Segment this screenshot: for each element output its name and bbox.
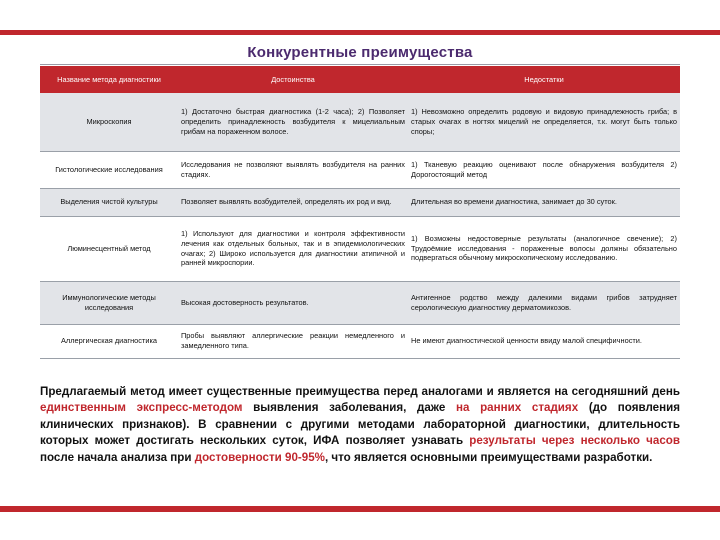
pros-cell: 1) Используют для диагностики и контроля эффективности лечения как отдельных больных, так и в эпидемиологических очагах; 2) Широко используется для диагностики атипичной и ранней микроспории.: [178, 216, 408, 281]
table-row: [40, 151, 680, 188]
header-method: Название метода диагностики: [40, 66, 178, 93]
method-cell: Микроскопия: [40, 93, 178, 151]
table-row: [40, 324, 680, 358]
cons-cell: Не имеют диагностической ценности ввиду малой специфичности.: [408, 324, 680, 358]
conclusion-part: выявления заболевания, даже: [242, 401, 456, 415]
cons-cell: Антигенное родство между далекими видами грибов затрудняет серологическую диагностику дерматомикозов.: [408, 281, 680, 324]
pros-cell: Пробы выявляют аллергические реакции немедленного и замедленного типа.: [178, 324, 408, 358]
header-cons: Недостатки: [408, 66, 680, 93]
table-row: [40, 188, 680, 216]
top-accent-bar: [0, 30, 720, 35]
header-pros: Достоинства: [178, 66, 408, 93]
pros-cell: 1) Достаточно быстрая диагностика (1-2 часа); 2) Позволяет определить принадлежность возбудителя к мицелиальным грибам на пораженном волосе.: [178, 93, 408, 151]
method-cell: Гистологические исследования: [40, 151, 178, 188]
cons-cell: 1) Возможны недостоверные результаты (аналогичное свечение); 2) Трудоёмкие исследования - пораженные волосы должны обязательно подвергаться обычному микроскопическому исследованию.: [408, 216, 680, 281]
bottom-accent-bar: [0, 506, 720, 512]
method-cell: Люминесцентный метод: [40, 216, 178, 281]
cons-cell: Длительная во времени диагностика, занимает до 30 суток.: [408, 188, 680, 216]
cons-cell: 1) Невозможно определить родовую и видовую принадлежность гриба; в старых очагах в ногтях мицелий не определяется, т.к. могут быть только споры;: [408, 93, 680, 151]
conclusion-part: Предлагаемый метод имеет существенные преимущества перед аналогами и является на сегодняшний день: [40, 385, 680, 398]
highlight-express-method: единственным экспресс-методом: [40, 401, 243, 415]
pros-cell: Исследования не позволяют выявлять возбудителя на ранних стадиях.: [178, 151, 408, 188]
method-cell: Выделения чистой культуры: [40, 188, 178, 216]
table-row: [40, 281, 680, 324]
table-header-row: [40, 66, 680, 93]
slide-title: Конкурентные преимущества: [247, 44, 473, 61]
table-row: [40, 216, 680, 281]
pros-cell: Высокая достоверность результатов.: [178, 281, 408, 324]
conclusion-part: (до появления клинических признаков). В сравнении с другими методами лабораторной диагностики, длительность которых может достигать нескольких суток, ИФА позволяет узнавать: [40, 401, 681, 448]
conclusion-text: [40, 384, 680, 466]
conclusion-part: , что является основными преимуществами разработки.: [324, 450, 653, 464]
conclusion-part: после начала анализа при: [40, 450, 195, 464]
highlight-early-stages: на ранних стадиях: [455, 401, 579, 415]
table-row: [40, 93, 680, 151]
comparison-table: [40, 66, 680, 359]
highlight-accuracy: достоверности 90-95%: [194, 450, 325, 464]
pros-cell: Позволяет выявлять возбудителей, определять их род и вид.: [178, 188, 408, 216]
highlight-results-hours: результаты через несколько часов: [469, 434, 680, 448]
method-cell: Иммунологические методы исследования: [40, 281, 178, 324]
title-divider: [40, 64, 680, 65]
method-cell: Аллергическая диагностика: [40, 324, 178, 358]
cons-cell: 1) Тканевую реакцию оценивают после обнаружения возбудителя 2) Дорогостоящий метод: [408, 151, 680, 188]
